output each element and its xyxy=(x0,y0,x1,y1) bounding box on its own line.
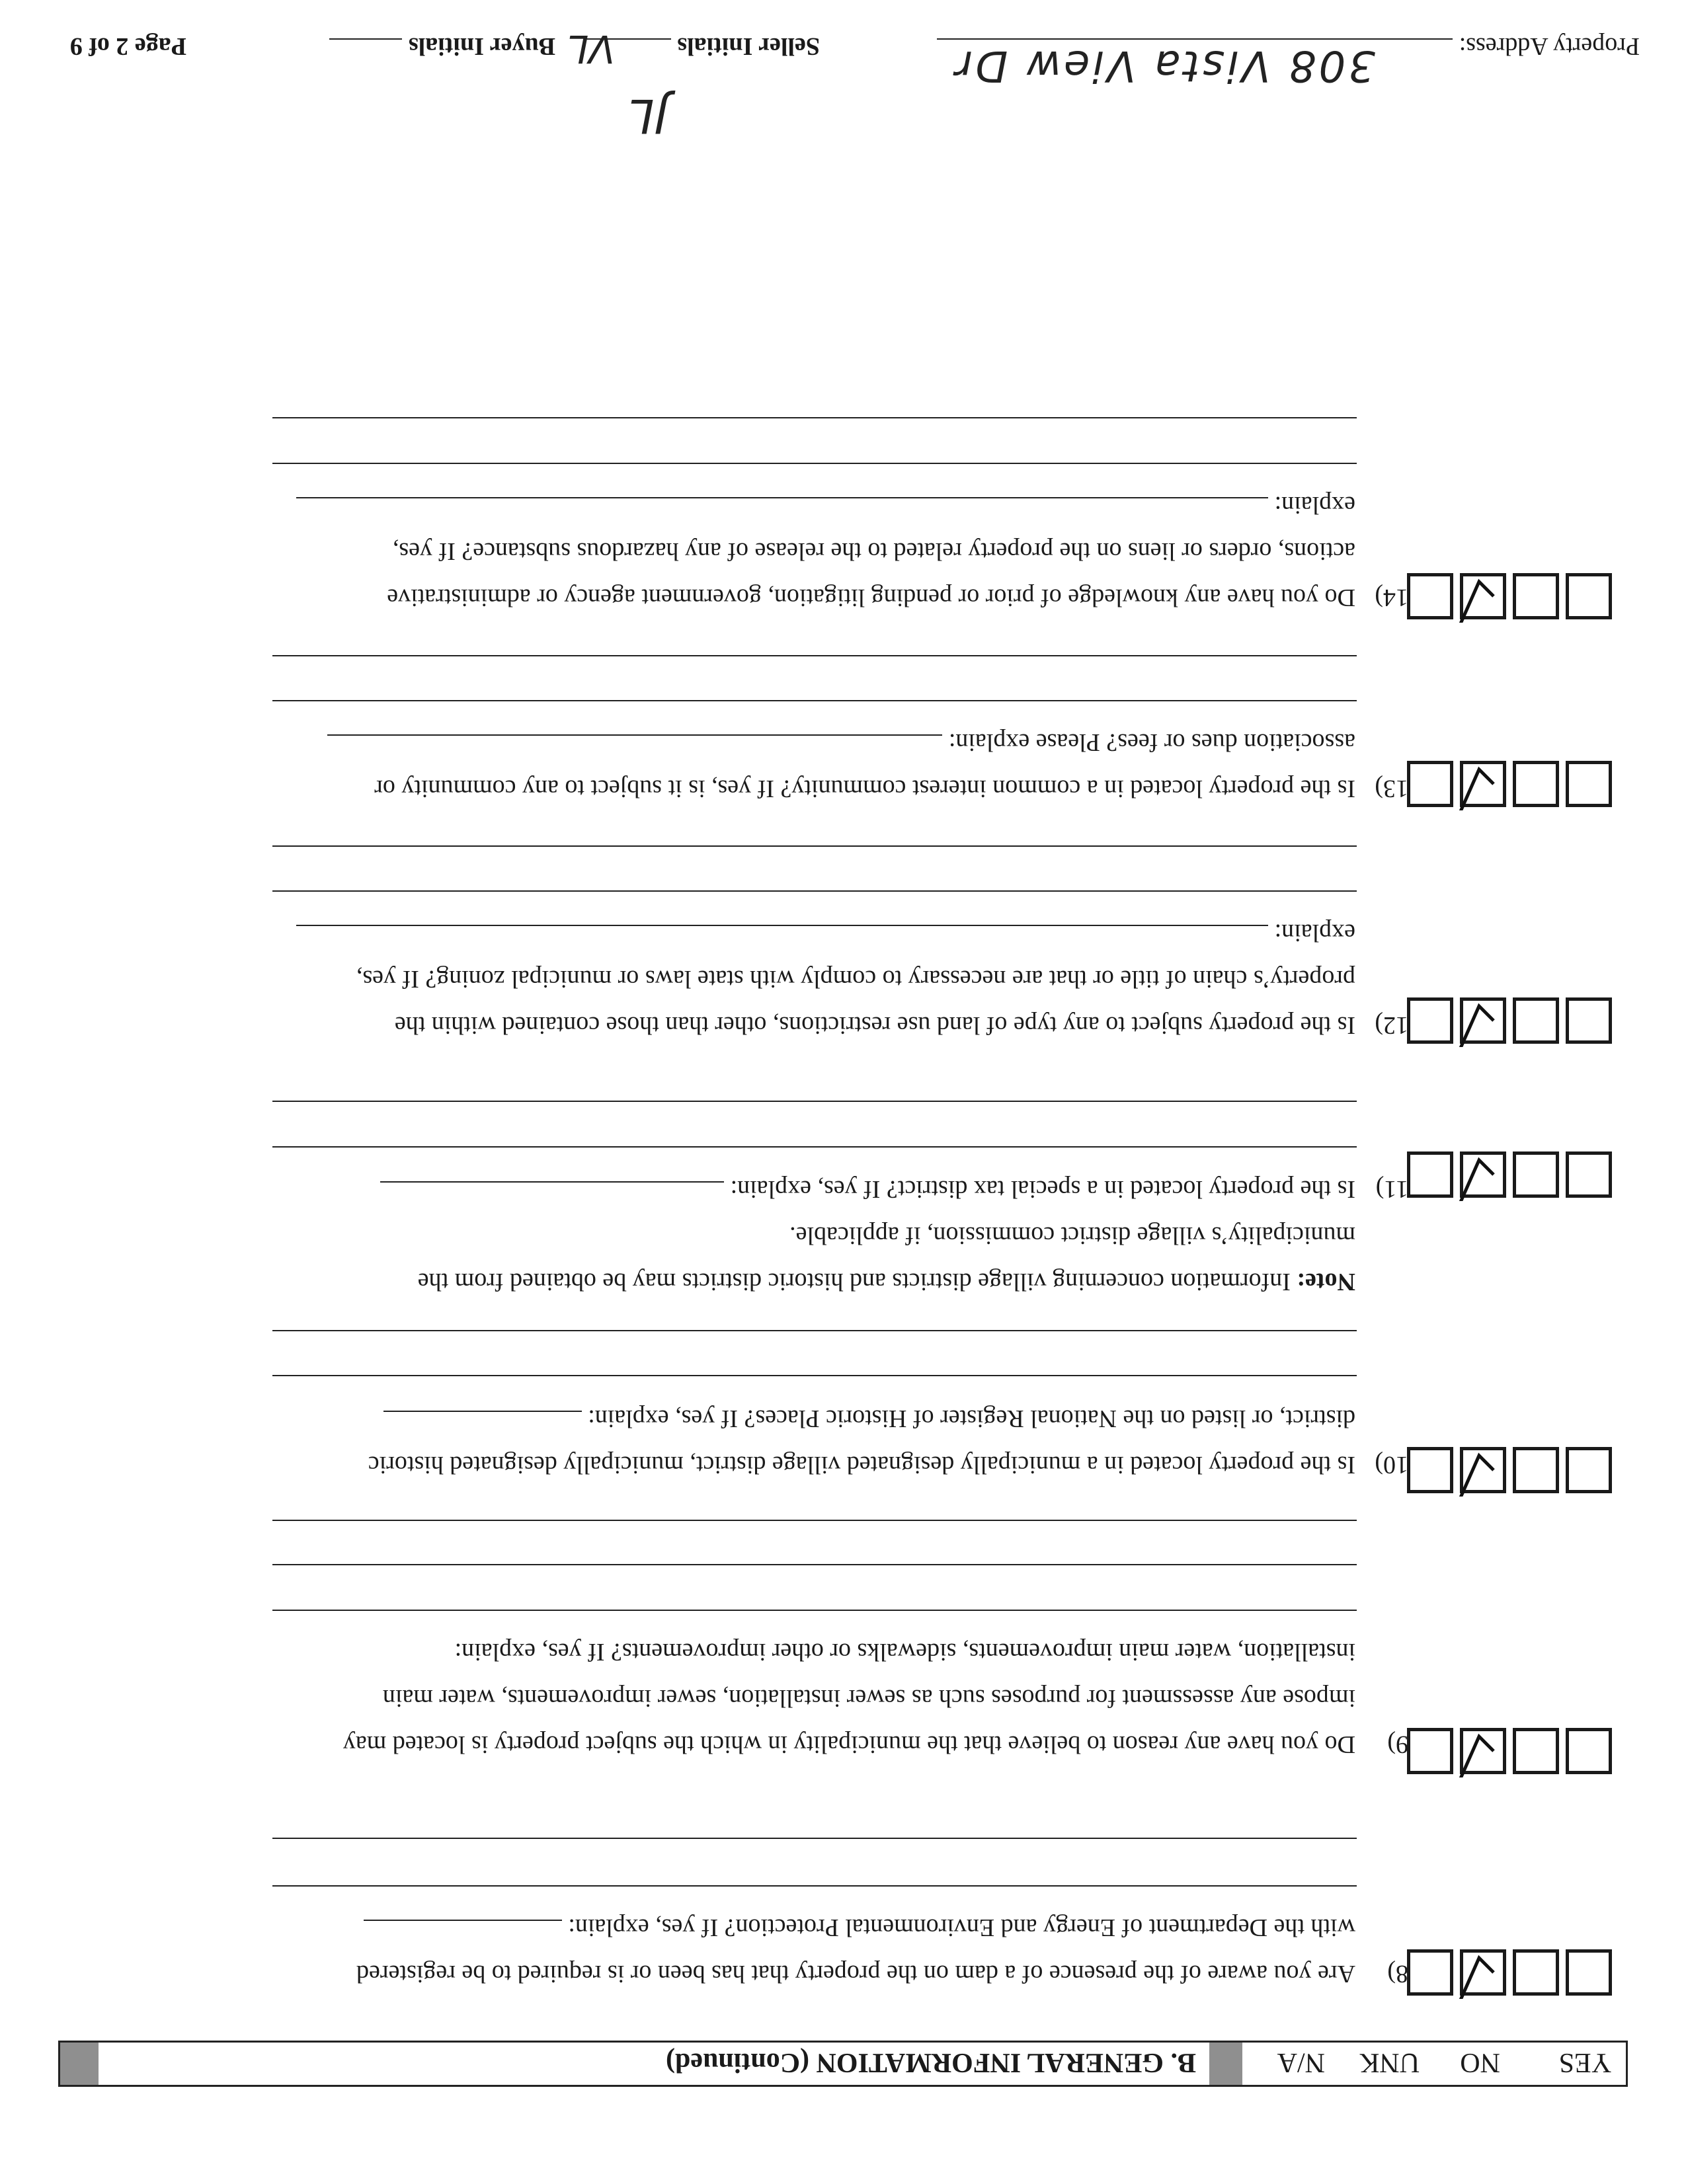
q14-answer-line-2 xyxy=(272,417,1357,418)
q10-answer-line-2 xyxy=(272,1330,1357,1331)
note-line-2: municipality’s village district commission, if applicable. xyxy=(789,1222,1355,1249)
q9-line-1: Do you have any reason to believe that the municipality in which the subject property is located may xyxy=(342,1731,1355,1758)
property-address: Property Address: xyxy=(937,32,1640,61)
q10-number: 10) xyxy=(1375,1451,1408,1479)
q8-number: 8) xyxy=(1387,1960,1408,1988)
q9-line-3: installation, water main improvements, sidewalks or other improvements? If yes, explain: xyxy=(454,1638,1355,1666)
header-divider-left xyxy=(1209,2043,1242,2085)
q12-answer-line-2 xyxy=(272,845,1357,847)
q9-na-checkbox[interactable] xyxy=(1407,1728,1453,1774)
q13-no-checkbox[interactable] xyxy=(1513,761,1559,807)
q11-no-checkbox[interactable] xyxy=(1513,1151,1559,1198)
q8-line-2: with the Department of Energy and Environmental Protection? If yes, explain: xyxy=(364,1904,1355,1951)
q11-answer-line-2 xyxy=(272,1101,1357,1102)
q12-na-checkbox[interactable] xyxy=(1407,997,1453,1044)
q12-line-2: property’s chain of title or that are necessary to comply with state laws or municipal zoning? If yes, xyxy=(356,965,1355,993)
q14-answer-line-1 xyxy=(272,463,1357,464)
q9-number: 9) xyxy=(1387,1731,1408,1758)
q9-line-2: impose any assessment for purposes such as sewer installation, sewer improvements, water main xyxy=(382,1684,1355,1712)
q8-line-1: Are you aware of the presence of a dam on the property that has been or is required to be registered xyxy=(356,1960,1355,1988)
q13-yes-checkbox[interactable] xyxy=(1566,761,1612,807)
q13-na-checkbox[interactable] xyxy=(1407,761,1453,807)
buyer-initials-field[interactable] xyxy=(329,38,402,59)
q13-line-2: association dues or fees? Please explain: xyxy=(327,719,1355,765)
q9-answer-line-2 xyxy=(272,1564,1357,1565)
col-yes: YES xyxy=(1558,2047,1611,2078)
col-unk: UNK xyxy=(1359,2047,1420,2078)
q10-no-checkbox[interactable] xyxy=(1513,1447,1559,1493)
q8-yes-checkbox[interactable] xyxy=(1566,1949,1612,1996)
q11-na-checkbox[interactable] xyxy=(1407,1151,1453,1198)
page-number: Page 2 of 9 xyxy=(69,32,186,60)
seller-initials-handwritten-1: VL xyxy=(567,26,615,71)
q10-yes-checkbox[interactable] xyxy=(1566,1447,1612,1493)
q12-line-1: Is the property subject to any type of land use restrictions, other than those contained within the xyxy=(394,1011,1355,1039)
q8-answer-line-2 xyxy=(272,1838,1357,1839)
q12-yes-checkbox[interactable] xyxy=(1566,997,1612,1044)
q14-unk-checkbox[interactable] xyxy=(1460,573,1506,619)
q11-explain-field[interactable] xyxy=(380,1181,724,1202)
q9-no-checkbox[interactable] xyxy=(1513,1728,1559,1774)
q8-na-checkbox[interactable] xyxy=(1407,1949,1453,1996)
q10-line-1: Is the property located in a municipally designated village district, municipally designated historic xyxy=(368,1451,1355,1479)
q13-explain-field[interactable] xyxy=(327,734,942,756)
q11-unk-checkbox[interactable] xyxy=(1460,1151,1506,1198)
section-title: B. GENERAL INFORMATION (Continued) xyxy=(666,2047,1196,2078)
q9-answer-line-3 xyxy=(272,1520,1357,1521)
q12-unk-checkbox[interactable] xyxy=(1460,997,1506,1044)
q9-answer-line-1 xyxy=(272,1610,1357,1611)
q10-unk-checkbox[interactable] xyxy=(1460,1447,1506,1493)
q11-line-1: Is the property located in a special tax district? If yes, explain: xyxy=(380,1166,1355,1212)
q12-line-3: explain: xyxy=(296,910,1355,956)
q14-number: 14) xyxy=(1375,584,1408,611)
q12-explain-field[interactable] xyxy=(296,925,1268,946)
q10-line-2: district, or listed on the National Register of Historic Places? If yes, explain: xyxy=(383,1395,1355,1442)
q14-na-checkbox[interactable] xyxy=(1407,573,1453,619)
q10-answer-line-1 xyxy=(272,1375,1357,1376)
q11-answer-line-1 xyxy=(272,1146,1357,1148)
q13-answer-line-1 xyxy=(272,700,1357,701)
q8-unk-checkbox[interactable] xyxy=(1460,1949,1506,1996)
col-na: N/A xyxy=(1277,2047,1325,2078)
q8-answer-line-1 xyxy=(272,1885,1357,1887)
q14-line-3: explain: xyxy=(296,482,1355,528)
note-line-1: Note: Information concerning village districts and historic districts may be obtained from the xyxy=(417,1268,1355,1296)
col-no: NO xyxy=(1460,2047,1500,2078)
q9-yes-checkbox[interactable] xyxy=(1566,1728,1612,1774)
q12-no-checkbox[interactable] xyxy=(1513,997,1559,1044)
q14-no-checkbox[interactable] xyxy=(1513,573,1559,619)
q14-line-2: actions, orders or liens on the property related to the release of any hazardous substance? If yes, xyxy=(392,537,1355,565)
q8-explain-field[interactable] xyxy=(364,1920,562,1941)
q13-unk-checkbox[interactable] xyxy=(1460,761,1506,807)
q12-number: 12) xyxy=(1375,1011,1408,1039)
q11-number: 11) xyxy=(1375,1175,1408,1203)
buyer-initials: Buyer Initials xyxy=(329,32,555,61)
q14-line-1: Do you have any knowledge of prior or pending litigation, government agency or administrative xyxy=(387,584,1355,611)
seller-initials-handwritten-2: JL xyxy=(628,89,668,143)
q12-answer-line-1 xyxy=(272,890,1357,892)
q13-answer-line-2 xyxy=(272,655,1357,656)
q10-na-checkbox[interactable] xyxy=(1407,1447,1453,1493)
q8-no-checkbox[interactable] xyxy=(1513,1949,1559,1996)
property-address-handwritten: 308 Vista View Dr xyxy=(952,41,1375,90)
q14-yes-checkbox[interactable] xyxy=(1566,573,1612,619)
seller-initials: Seller Initials xyxy=(585,32,820,61)
q10-explain-field[interactable] xyxy=(383,1411,582,1432)
header-divider-right xyxy=(60,2043,99,2085)
q13-number: 13) xyxy=(1375,775,1408,802)
section-header xyxy=(58,2041,1628,2087)
q9-unk-checkbox[interactable] xyxy=(1460,1728,1506,1774)
q14-explain-field[interactable] xyxy=(296,497,1268,518)
q11-yes-checkbox[interactable] xyxy=(1566,1151,1612,1198)
q13-line-1: Is the property located in a common interest community? If yes, is it subject to any community or xyxy=(374,775,1355,802)
